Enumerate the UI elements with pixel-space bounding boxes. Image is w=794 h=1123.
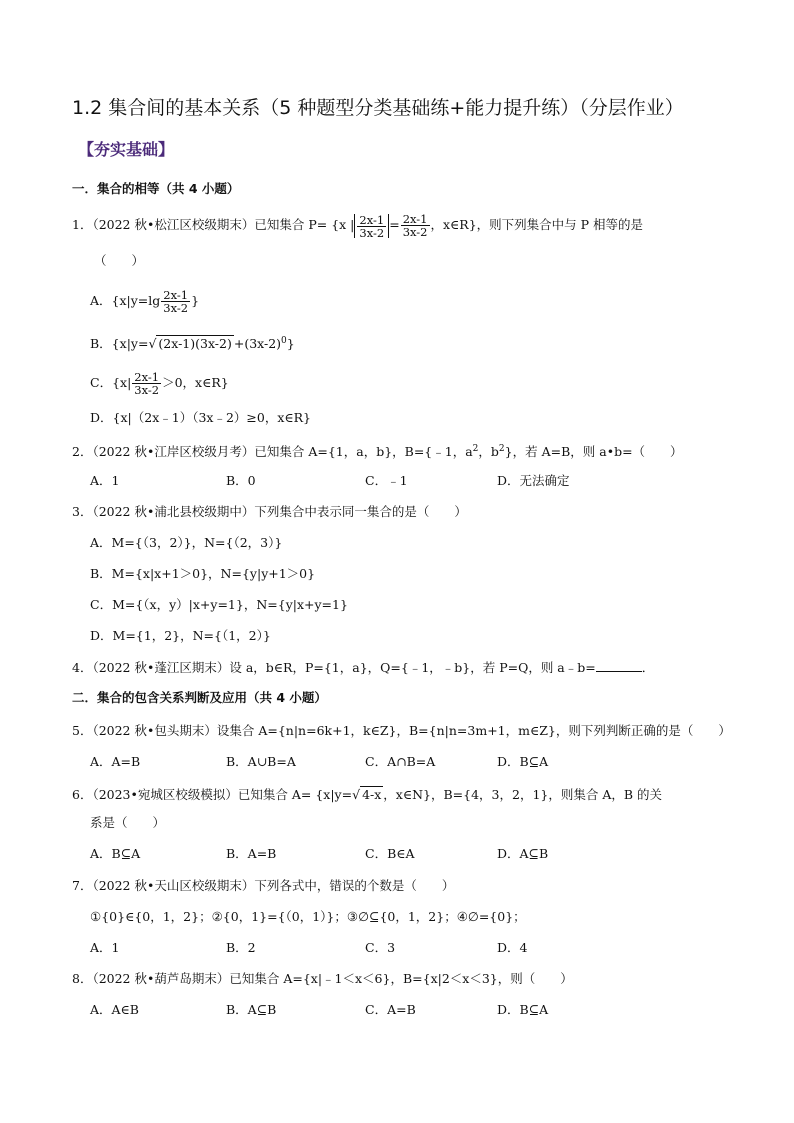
question-3-option-c[interactable]: C．M={（x，y）|x+y=1}，N={y|x+y=1}: [90, 597, 348, 612]
question-1-option-d[interactable]: D．{x|（2x﹣1）（3x﹣2）≥0，x∈R}: [90, 410, 311, 425]
question-5-option-b[interactable]: B．A∪B=A: [226, 754, 296, 769]
section-heading-2: 二．集合的包含关系判断及应用（共 4 小题）: [72, 690, 327, 705]
question-8-option-a[interactable]: A．A∈B: [90, 1002, 139, 1017]
question-3-option-d[interactable]: D．M={1，2}，N={（1，2）}: [90, 628, 271, 643]
question-3-option-a[interactable]: A．M={（3，2）}，N={（2，3）}: [90, 535, 283, 550]
question-4-stem: 4．（2022 秋•蓬江区期末）设 a，b∈R，P={1，a}，Q={﹣1，﹣b}，若 P=Q，则 a﹣b= ．: [72, 660, 655, 675]
question-8-option-c[interactable]: C．A=B: [365, 1002, 416, 1017]
question-7-stem: 7．（2022 秋•天山区校级期末）下列各式中，错误的个数是（ ）: [72, 878, 455, 893]
question-1-option-a[interactable]: A．{x|y=lg $\frac{2x-1}{3x-2}$ }: [90, 288, 200, 315]
question-2-option-b[interactable]: B．0: [226, 473, 256, 488]
question-2-stem: 2．（2022 秋•江岸区校级月考）已知集合 A={1，a，b}，B={﹣1，$a^2$，$b^2$}，若 A=B，则 a•b=（ ）: [72, 444, 683, 460]
question-6-option-b[interactable]: B．A=B: [226, 846, 277, 861]
question-8-option-b[interactable]: B．A⊆B: [226, 1002, 277, 1017]
question-6-option-a[interactable]: A．B⊆A: [90, 846, 141, 861]
question-7-option-c[interactable]: C．3: [365, 940, 396, 955]
question-5-stem: 5．（2022 秋•包头期末）设集合 A={n|n=6k+1，k∈Z}，B={n|n=3m+1，m∈Z}，则下列判断正确的是（ ）: [72, 723, 731, 738]
question-1-paren: （ ）: [94, 253, 145, 268]
question-6-stem-cont: 系是（ ）: [90, 815, 166, 830]
question-1-option-b[interactable]: B．{x|y=√ $(2x-1)(3x-2) +(3x-2)^0$}: [90, 336, 295, 352]
answer-blank[interactable]: [596, 659, 642, 672]
question-7-items: ①{0}∈{0，1，2}；②{0，1}={（0，1）}；③∅⊆{0，1，2}；④∅={0}；: [90, 909, 526, 924]
question-3-option-b[interactable]: B．M={x|x+1＞0}，N={y|y+1＞0}: [90, 566, 316, 581]
question-1-stem: 1．（2022 秋•松江区校级期末）已知集合 P= {x | $\frac{2x-1}{3x-2}$ = $\frac{2x-1}{3x-2}$ ，x∈R}，则下列集合中与 P 相等的是: [72, 212, 644, 240]
question-3-stem: 3．（2022 秋•浦北县校级期中）下列集合中表示同一集合的是（ ）: [72, 504, 467, 519]
question-5-option-a[interactable]: A．A=B: [90, 754, 141, 769]
question-7-option-b[interactable]: B．2: [226, 940, 256, 955]
question-8-stem: 8．（2022 秋•葫芦岛期末）已知集合 A={x|﹣1＜x＜6}，B={x|2＜x＜3}，则（ ）: [72, 971, 573, 986]
page-title: 1.2 集合间的基本关系（5 种题型分类基础练+能力提升练）（分层作业）: [72, 97, 684, 119]
section-tag: 【夯实基础】: [78, 140, 175, 159]
question-8-option-d[interactable]: D．B⊆A: [497, 1002, 549, 1017]
question-1-option-c[interactable]: C．{x| $\frac{2x-1}{3x-2}$ ＞0，x∈R}: [90, 370, 229, 397]
question-6-stem: 6．（2023•宛城区校级模拟）已知集合 A= {x|y=√ 4-x ，x∈N}，B={4，3，2，1}，则集合 A，B 的关: [72, 787, 663, 802]
question-2-option-a[interactable]: A．1: [90, 473, 120, 488]
question-6-option-d[interactable]: D．A⊆B: [497, 846, 549, 861]
question-2-option-c[interactable]: C．﹣1: [365, 473, 408, 488]
question-7-option-d[interactable]: D．4: [497, 940, 528, 955]
section-heading-1: 一．集合的相等（共 4 小题）: [72, 181, 240, 196]
question-2-option-d[interactable]: D．无法确定: [497, 473, 570, 488]
question-7-option-a[interactable]: A．1: [90, 940, 120, 955]
question-5-option-c[interactable]: C．A∩B=A: [365, 754, 436, 769]
question-6-option-c[interactable]: C．B∈A: [365, 846, 415, 861]
question-5-option-d[interactable]: D．B⊆A: [497, 754, 549, 769]
